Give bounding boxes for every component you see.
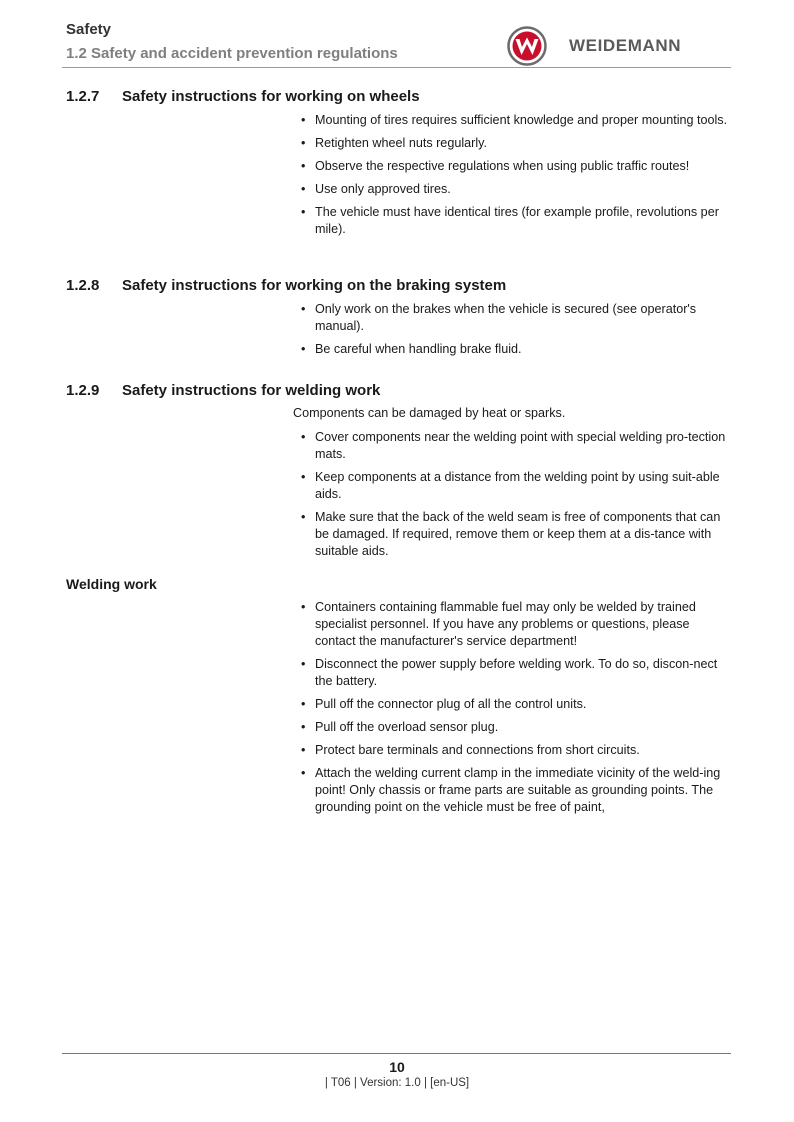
section-number: 1.2.9 — [66, 382, 100, 399]
version-info: | T06 | Version: 1.0 | [en-US] — [324, 1077, 470, 1089]
list-item: • Disconnect the power supply before welding work. To do so, discon-nect the battery. — [301, 657, 718, 688]
bullet-list — [300, 429, 728, 566]
list-item: • Containers containing flammable fuel may only be welded by trained specialist personnel. If you have any problems or questions, please contact the manufacturer's service department! — [301, 600, 696, 648]
list-item-text: The vehicle must have identical tires (for example profile, revolutions per mile). — [315, 205, 719, 236]
bullet-list — [300, 112, 728, 244]
section-title: Safety instructions for working on the braking system — [122, 277, 507, 294]
section-intro: Components can be damaged by heat or sparks. — [293, 406, 566, 420]
logo-wordmark: WEIDEMANN — [569, 36, 682, 55]
list-item-text: Pull off the overload sensor plug. — [315, 720, 499, 734]
list-item-text: Observe the respective regulations when using public traffic routes! — [315, 159, 690, 173]
weidemann-logo — [507, 26, 721, 66]
header-chapter-title: Safety — [66, 21, 112, 38]
list-item-text: Make sure that the back of the weld seam is free of components that can be damaged. If required, remove them or keep them at a dis-tance with suitable aids. — [315, 510, 721, 558]
bullet-list — [300, 599, 728, 822]
list-item: • Be careful when handling brake fluid. — [301, 342, 522, 356]
list-item-text: Be careful when handling brake fluid. — [315, 342, 522, 356]
list-item-text: Pull off the connector plug of all the control units. — [315, 697, 587, 711]
list-item: • Pull off the connector plug of all the control units. — [301, 697, 587, 711]
list-item: • Observe the respective regulations when using public traffic routes! — [301, 159, 690, 173]
list-item: • Make sure that the back of the weld seam is free of components that can be damaged. If required, remove them or keep them at a dis-tance with suitable aids. — [301, 510, 721, 558]
list-item: • Cover components near the welding point with special welding pro-tection mats. — [301, 430, 726, 461]
list-item: • Protect bare terminals and connections from short circuits. — [301, 743, 640, 757]
list-item: • The vehicle must have identical tires (for example profile, revolutions per mile). — [301, 205, 719, 236]
list-item: • Only work on the brakes when the vehicle is secured (see operator's manual). — [301, 302, 697, 333]
list-item-text: Only work on the brakes when the vehicle is secured (see operator's manual). — [315, 302, 697, 333]
header-section-title: 1.2 Safety and accident prevention regulations — [66, 45, 398, 62]
section-title: Safety instructions for welding work — [122, 382, 381, 399]
list-item: • Attach the welding current clamp in the immediate vicinity of the weld-ing point! Only chassis or frame parts are suitable as grounding points. The grounding point on the vehicle must be free of paint, — [301, 766, 721, 814]
section-number: 1.2.7 — [66, 88, 100, 105]
welding-work-heading: Welding work — [66, 576, 157, 592]
page-number: 10 — [389, 1059, 405, 1075]
list-item-text: Cover components near the welding point with special welding pro-tection mats. — [315, 430, 726, 461]
list-item-text: Protect bare terminals and connections from short circuits. — [315, 743, 640, 757]
list-item: • Use only approved tires. — [301, 182, 451, 196]
bullet-list — [300, 301, 728, 364]
list-item-text: Attach the welding current clamp in the immediate vicinity of the weld-ing point! Only chassis or frame parts are suitable as grounding points. The grounding point on the vehicle must be free of paint, — [315, 766, 721, 814]
list-item-text: Use only approved tires. — [315, 182, 451, 196]
list-item-text: Disconnect the power supply before welding work. To do so, discon-nect the battery. — [315, 657, 718, 688]
list-item: • Keep components at a distance from the welding point by using suit-able aids. — [301, 470, 720, 501]
section-number: 1.2.8 — [66, 277, 100, 294]
weidemann-logo-mark-icon — [507, 26, 551, 66]
list-item-text: Retighten wheel nuts regularly. — [315, 136, 487, 150]
list-item: • Retighten wheel nuts regularly. — [301, 136, 487, 150]
header-divider — [62, 67, 731, 68]
list-item-text: Mounting of tires requires sufficient knowledge and proper mounting tools. — [315, 113, 728, 127]
list-item: • Mounting of tires requires sufficient knowledge and proper mounting tools. — [301, 113, 728, 127]
list-item-text: Containers containing flammable fuel may only be welded by trained specialist personnel. If you have any problems or questions, please contact the manufacturer's service department! — [315, 600, 696, 648]
footer-divider — [62, 1053, 731, 1054]
list-item-text: Keep components at a distance from the welding point by using suit-able aids. — [315, 470, 720, 501]
list-item: • Pull off the overload sensor plug. — [301, 720, 499, 734]
section-title: Safety instructions for working on wheels — [122, 88, 420, 105]
